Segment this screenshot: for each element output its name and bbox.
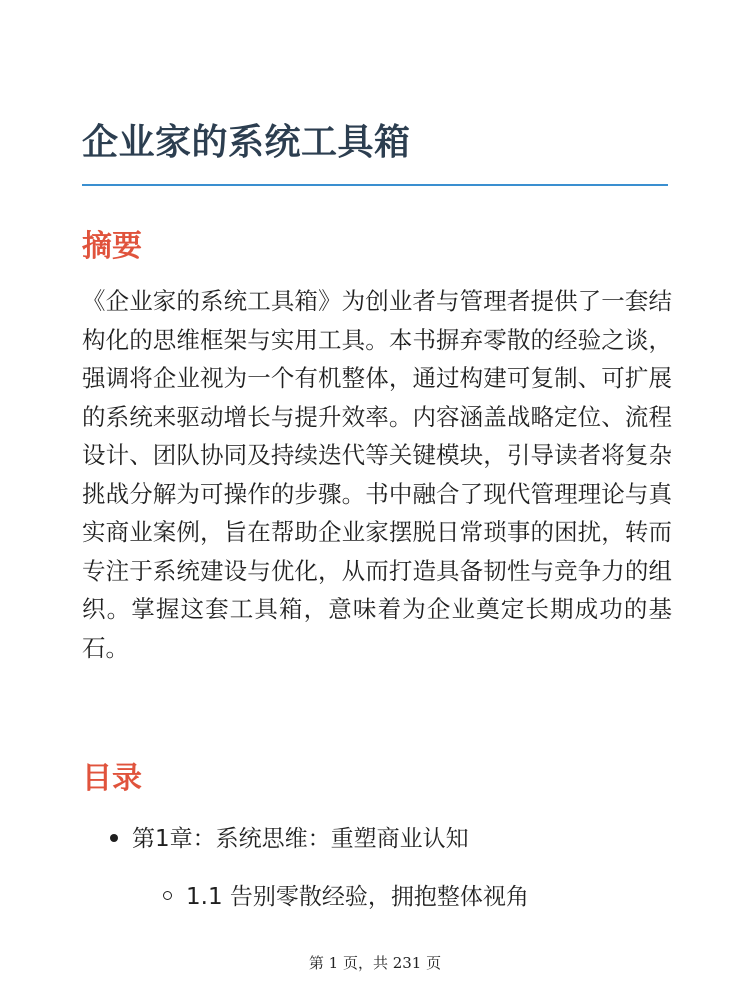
toc-section-1-1[interactable]: [163, 878, 529, 911]
abstract-heading: 摘要: [82, 229, 142, 264]
toc-chapter-label: 第1章：系统思维：重塑商业认知: [132, 826, 469, 852]
bullet-disc-icon: [110, 834, 118, 842]
title-divider: [82, 184, 668, 186]
document-title: 企业家的系统工具箱: [82, 122, 411, 163]
toc-section-label: 1.1 告别零散经验，拥抱整体视角: [186, 884, 529, 910]
bullet-circle-icon: [163, 891, 172, 900]
page-number-footer: 第 1 页，共 231 页: [308, 954, 442, 972]
toc-chapter-1[interactable]: [110, 820, 469, 853]
toc-heading: 目录: [82, 761, 142, 796]
abstract-body: 《企业家的系统工具箱》为创业者与管理者提供了一套结构化的思维框架与实用工具。本书摒弃零散的经验之谈，强调将企业视为一个有机整体，通过构建可复制、可扩展的系统来驱动增长与提升效率。内容涵盖战略定位、流程设计、团队协同及持续迭代等关键模块，引导读者将复杂挑战分解为可操作的步骤。书中融合了现代管理理论与真实商业案例，旨在帮助企业家摆脱日常琐事的困扰，转而专注于系统建设与优化，从而打造具备韧性与竞争力的组织。掌握这套工具箱，意味着为企业奠定长期成功的基石。: [82, 287, 672, 662]
